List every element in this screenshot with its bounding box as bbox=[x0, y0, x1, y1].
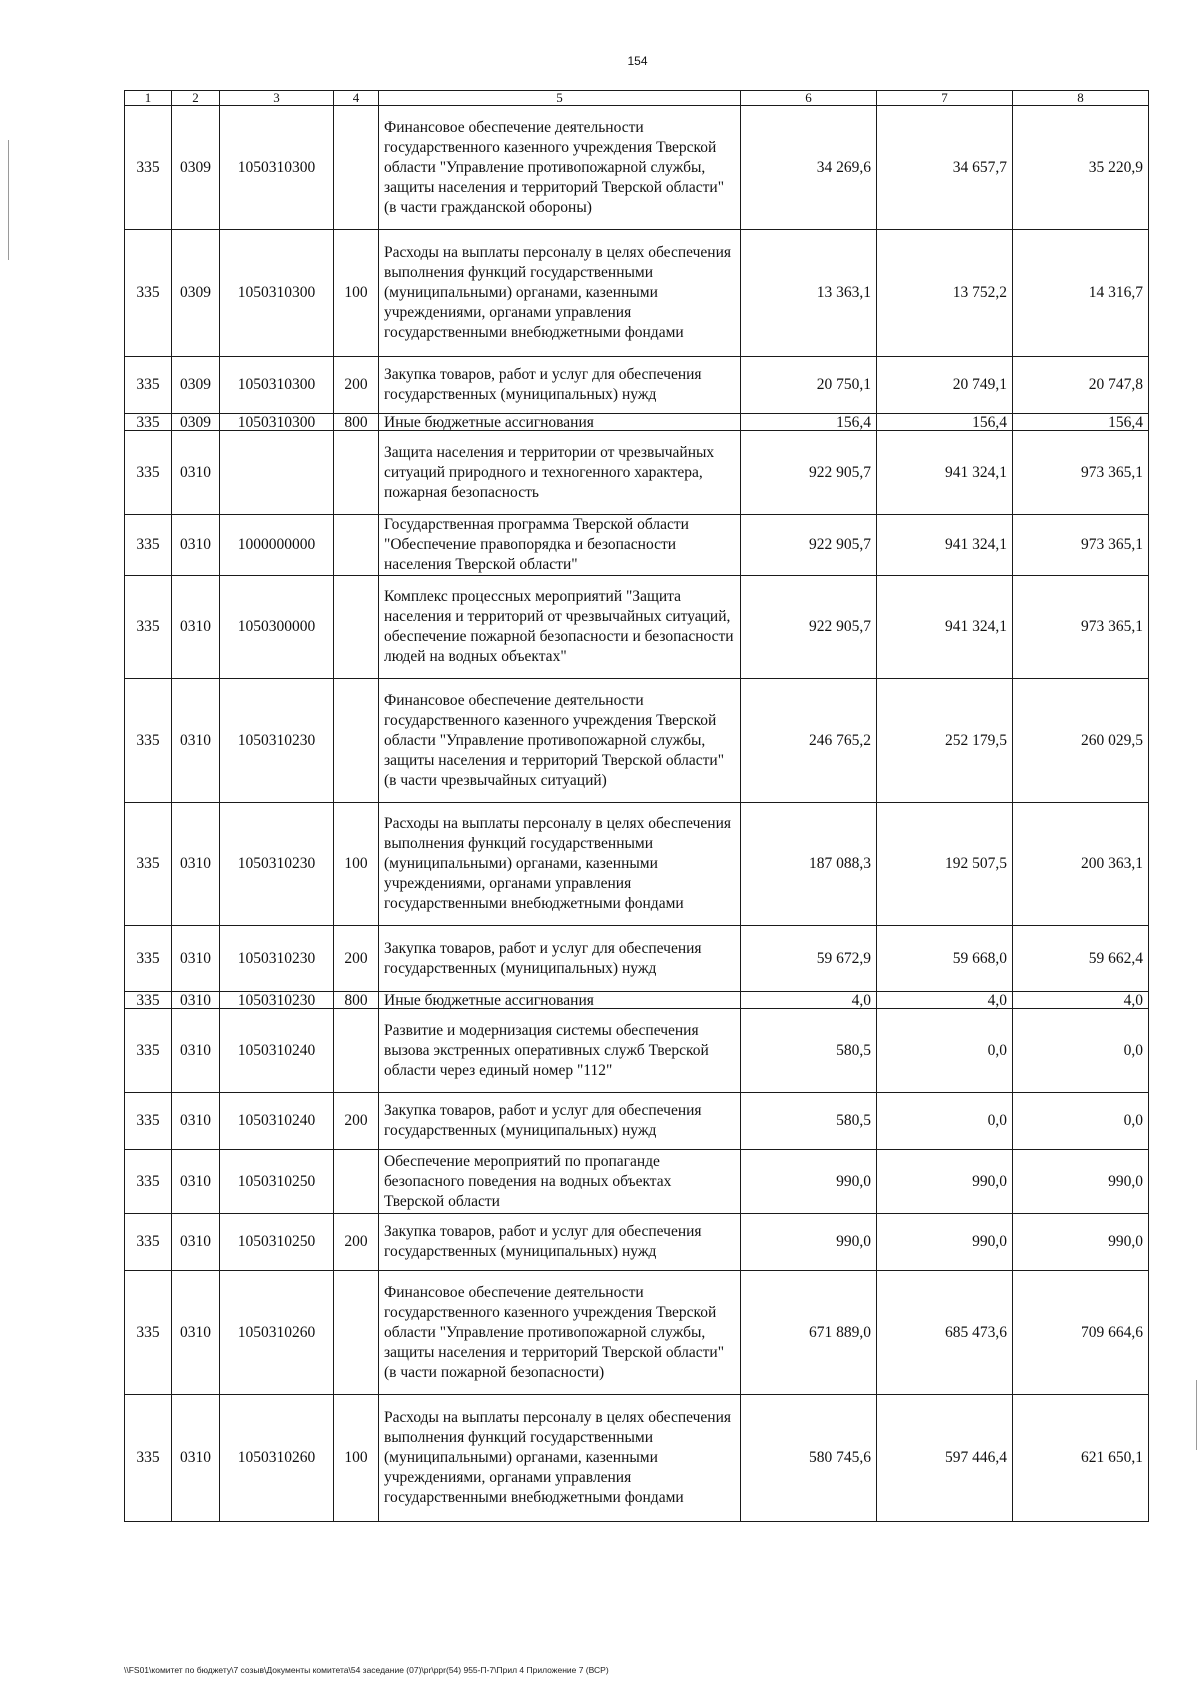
row-description: Расходы на выплаты персоналу в целях обеспечения выполнения функций государственными (муниципальными) органами, казенными учреждениями, органами управления государственными внебюджетными фондами bbox=[379, 1395, 741, 1522]
column-header-6: 6 bbox=[741, 91, 877, 106]
row-admin-code: 335 bbox=[125, 1214, 172, 1271]
row-section-code: 0309 bbox=[172, 106, 220, 230]
row-target-article: 1050310230 bbox=[220, 926, 334, 992]
row-admin-code: 335 bbox=[125, 803, 172, 926]
row-amount-col7: 34 657,7 bbox=[877, 106, 1013, 230]
row-expense-type: 100 bbox=[334, 1395, 379, 1522]
row-section-code: 0310 bbox=[172, 926, 220, 992]
table-row bbox=[125, 431, 1149, 515]
row-expense-type: 100 bbox=[334, 230, 379, 357]
row-expense-type bbox=[334, 679, 379, 803]
row-target-article: 1050310240 bbox=[220, 1009, 334, 1093]
row-section-code: 0310 bbox=[172, 1271, 220, 1395]
table-row bbox=[125, 230, 1149, 357]
row-target-article bbox=[220, 431, 334, 515]
row-amount-col8: 973 365,1 bbox=[1013, 431, 1149, 515]
row-amount-col7: 20 749,1 bbox=[877, 357, 1013, 414]
row-expense-type bbox=[334, 1150, 379, 1214]
row-admin-code: 335 bbox=[125, 1271, 172, 1395]
row-description: Государственная программа Тверской области "Обеспечение правопорядка и безопасности населения Тверской области" bbox=[379, 515, 741, 576]
row-amount-col7: 0,0 bbox=[877, 1009, 1013, 1093]
row-description: Иные бюджетные ассигнования bbox=[379, 414, 741, 431]
row-expense-type: 800 bbox=[334, 414, 379, 431]
row-target-article: 1050300000 bbox=[220, 576, 334, 679]
table-row bbox=[125, 1395, 1149, 1522]
row-admin-code: 335 bbox=[125, 926, 172, 992]
row-amount-col6: 922 905,7 bbox=[741, 431, 877, 515]
row-amount-col8: 990,0 bbox=[1013, 1150, 1149, 1214]
row-amount-col6: 187 088,3 bbox=[741, 803, 877, 926]
column-header-3: 3 bbox=[220, 91, 334, 106]
row-amount-col7: 685 473,6 bbox=[877, 1271, 1013, 1395]
row-amount-col8: 973 365,1 bbox=[1013, 576, 1149, 679]
row-amount-col8: 59 662,4 bbox=[1013, 926, 1149, 992]
row-amount-col7: 192 507,5 bbox=[877, 803, 1013, 926]
column-number-row bbox=[125, 91, 1149, 106]
row-expense-type: 800 bbox=[334, 992, 379, 1009]
row-description: Закупка товаров, работ и услуг для обеспечения государственных (муниципальных) нужд bbox=[379, 1093, 741, 1150]
row-amount-col7: 0,0 bbox=[877, 1093, 1013, 1150]
scan-artifact bbox=[1196, 1380, 1197, 1450]
row-amount-col6: 13 363,1 bbox=[741, 230, 877, 357]
row-expense-type bbox=[334, 1009, 379, 1093]
row-amount-col7: 941 324,1 bbox=[877, 431, 1013, 515]
row-admin-code: 335 bbox=[125, 414, 172, 431]
table-row bbox=[125, 1093, 1149, 1150]
row-amount-col6: 922 905,7 bbox=[741, 576, 877, 679]
column-header-1: 1 bbox=[125, 91, 172, 106]
row-section-code: 0310 bbox=[172, 992, 220, 1009]
row-description: Финансовое обеспечение деятельности государственного казенного учреждения Тверской области "Управление противопожарной службы, защиты населения и территорий Тверской области" (в части чрезвычайных ситуаций) bbox=[379, 679, 741, 803]
row-amount-col7: 156,4 bbox=[877, 414, 1013, 431]
row-expense-type: 100 bbox=[334, 803, 379, 926]
row-target-article: 1050310300 bbox=[220, 230, 334, 357]
table-row bbox=[125, 803, 1149, 926]
row-amount-col6: 671 889,0 bbox=[741, 1271, 877, 1395]
row-admin-code: 335 bbox=[125, 1395, 172, 1522]
row-amount-col8: 621 650,1 bbox=[1013, 1395, 1149, 1522]
row-admin-code: 335 bbox=[125, 106, 172, 230]
row-target-article: 1050310230 bbox=[220, 803, 334, 926]
row-amount-col8: 0,0 bbox=[1013, 1009, 1149, 1093]
row-target-article: 1050310250 bbox=[220, 1150, 334, 1214]
column-header-8: 8 bbox=[1013, 91, 1149, 106]
row-amount-col8: 973 365,1 bbox=[1013, 515, 1149, 576]
row-target-article: 1050310240 bbox=[220, 1093, 334, 1150]
row-section-code: 0309 bbox=[172, 230, 220, 357]
row-description: Обеспечение мероприятий по пропаганде безопасного поведения на водных объектах Тверской области bbox=[379, 1150, 741, 1214]
table-row bbox=[125, 106, 1149, 230]
table-row bbox=[125, 576, 1149, 679]
table-row bbox=[125, 357, 1149, 414]
row-description: Иные бюджетные ассигнования bbox=[379, 992, 741, 1009]
row-target-article: 1000000000 bbox=[220, 515, 334, 576]
row-expense-type: 200 bbox=[334, 926, 379, 992]
row-target-article: 1050310230 bbox=[220, 679, 334, 803]
row-description: Развитие и модернизация системы обеспечения вызова экстренных оперативных служб Тверской области через единый номер "112" bbox=[379, 1009, 741, 1093]
row-amount-col6: 922 905,7 bbox=[741, 515, 877, 576]
row-section-code: 0310 bbox=[172, 803, 220, 926]
row-section-code: 0310 bbox=[172, 515, 220, 576]
row-admin-code: 335 bbox=[125, 431, 172, 515]
row-admin-code: 335 bbox=[125, 992, 172, 1009]
row-amount-col6: 4,0 bbox=[741, 992, 877, 1009]
budget-table bbox=[124, 90, 1149, 1522]
row-amount-col8: 200 363,1 bbox=[1013, 803, 1149, 926]
row-expense-type bbox=[334, 1271, 379, 1395]
row-amount-col6: 156,4 bbox=[741, 414, 877, 431]
row-amount-col8: 20 747,8 bbox=[1013, 357, 1149, 414]
row-section-code: 0309 bbox=[172, 357, 220, 414]
table-row bbox=[125, 1214, 1149, 1271]
row-target-article: 1050310260 bbox=[220, 1271, 334, 1395]
row-amount-col7: 941 324,1 bbox=[877, 515, 1013, 576]
table-row bbox=[125, 1009, 1149, 1093]
table-row bbox=[125, 992, 1149, 1009]
row-description: Комплекс процессных мероприятий "Защита населения и территорий от чрезвычайных ситуаций, обеспечение пожарной безопасности и безопасности людей на водных объектах" bbox=[379, 576, 741, 679]
row-amount-col8: 0,0 bbox=[1013, 1093, 1149, 1150]
row-expense-type bbox=[334, 431, 379, 515]
row-amount-col8: 14 316,7 bbox=[1013, 230, 1149, 357]
row-expense-type: 200 bbox=[334, 357, 379, 414]
row-amount-col7: 597 446,4 bbox=[877, 1395, 1013, 1522]
row-admin-code: 335 bbox=[125, 1093, 172, 1150]
row-amount-col6: 34 269,6 bbox=[741, 106, 877, 230]
table-row bbox=[125, 679, 1149, 803]
row-admin-code: 335 bbox=[125, 576, 172, 679]
row-target-article: 1050310250 bbox=[220, 1214, 334, 1271]
row-expense-type: 200 bbox=[334, 1093, 379, 1150]
row-amount-col6: 580,5 bbox=[741, 1093, 877, 1150]
table-row bbox=[125, 1150, 1149, 1214]
row-section-code: 0310 bbox=[172, 576, 220, 679]
row-section-code: 0310 bbox=[172, 1093, 220, 1150]
row-target-article: 1050310230 bbox=[220, 992, 334, 1009]
page-number: 154 bbox=[627, 54, 648, 68]
row-section-code: 0310 bbox=[172, 1214, 220, 1271]
row-amount-col8: 35 220,9 bbox=[1013, 106, 1149, 230]
row-amount-col8: 990,0 bbox=[1013, 1214, 1149, 1271]
row-amount-col6: 580,5 bbox=[741, 1009, 877, 1093]
scan-artifact bbox=[8, 140, 9, 260]
row-section-code: 0310 bbox=[172, 679, 220, 803]
row-amount-col6: 20 750,1 bbox=[741, 357, 877, 414]
row-amount-col7: 990,0 bbox=[877, 1150, 1013, 1214]
row-amount-col6: 246 765,2 bbox=[741, 679, 877, 803]
row-amount-col7: 990,0 bbox=[877, 1214, 1013, 1271]
row-amount-col6: 580 745,6 bbox=[741, 1395, 877, 1522]
column-header-7: 7 bbox=[877, 91, 1013, 106]
row-section-code: 0310 bbox=[172, 1150, 220, 1214]
row-description: Расходы на выплаты персоналу в целях обеспечения выполнения функций государственными (муниципальными) органами, казенными учреждениями, органами управления государственными внебюджетными фондами bbox=[379, 803, 741, 926]
column-header-2: 2 bbox=[172, 91, 220, 106]
row-expense-type: 200 bbox=[334, 1214, 379, 1271]
row-description: Финансовое обеспечение деятельности государственного казенного учреждения Тверской области "Управление противопожарной службы, защиты населения и территорий Тверской области" (в части гражданской обороны) bbox=[379, 106, 741, 230]
row-target-article: 1050310300 bbox=[220, 106, 334, 230]
row-admin-code: 335 bbox=[125, 230, 172, 357]
column-header-5: 5 bbox=[379, 91, 741, 106]
row-amount-col7: 941 324,1 bbox=[877, 576, 1013, 679]
row-amount-col7: 252 179,5 bbox=[877, 679, 1013, 803]
row-target-article: 1050310300 bbox=[220, 357, 334, 414]
row-admin-code: 335 bbox=[125, 515, 172, 576]
row-amount-col6: 990,0 bbox=[741, 1150, 877, 1214]
table-row bbox=[125, 926, 1149, 992]
row-expense-type bbox=[334, 106, 379, 230]
row-target-article: 1050310260 bbox=[220, 1395, 334, 1522]
row-section-code: 0310 bbox=[172, 431, 220, 515]
table-row bbox=[125, 515, 1149, 576]
row-description: Закупка товаров, работ и услуг для обеспечения государственных (муниципальных) нужд bbox=[379, 357, 741, 414]
row-amount-col7: 59 668,0 bbox=[877, 926, 1013, 992]
row-amount-col8: 4,0 bbox=[1013, 992, 1149, 1009]
row-amount-col8: 709 664,6 bbox=[1013, 1271, 1149, 1395]
row-section-code: 0310 bbox=[172, 1009, 220, 1093]
row-expense-type bbox=[334, 576, 379, 679]
row-amount-col6: 990,0 bbox=[741, 1214, 877, 1271]
row-expense-type bbox=[334, 515, 379, 576]
row-target-article: 1050310300 bbox=[220, 414, 334, 431]
row-description: Закупка товаров, работ и услуг для обеспечения государственных (муниципальных) нужд bbox=[379, 1214, 741, 1271]
row-description: Расходы на выплаты персоналу в целях обеспечения выполнения функций государственными (муниципальными) органами, казенными учреждениями, органами управления государственными внебюджетными фондами bbox=[379, 230, 741, 357]
row-admin-code: 335 bbox=[125, 1150, 172, 1214]
row-amount-col8: 260 029,5 bbox=[1013, 679, 1149, 803]
column-header-4: 4 bbox=[334, 91, 379, 106]
row-amount-col7: 4,0 bbox=[877, 992, 1013, 1009]
row-amount-col6: 59 672,9 bbox=[741, 926, 877, 992]
table-row bbox=[125, 1271, 1149, 1395]
row-description: Защита населения и территории от чрезвычайных ситуаций природного и техногенного характера, пожарная безопасность bbox=[379, 431, 741, 515]
row-amount-col8: 156,4 bbox=[1013, 414, 1149, 431]
footer-file-path: \\FS01\комитет по бюджету\7 созыв\Документы комитета\54 заседание (07)\pr\ppr(54) 955-П-7\Прил 4 Приложение 7 (ВСР) bbox=[124, 1665, 609, 1675]
table-row bbox=[125, 414, 1149, 431]
row-admin-code: 335 bbox=[125, 1009, 172, 1093]
row-description: Закупка товаров, работ и услуг для обеспечения государственных (муниципальных) нужд bbox=[379, 926, 741, 992]
row-admin-code: 335 bbox=[125, 679, 172, 803]
row-section-code: 0309 bbox=[172, 414, 220, 431]
row-description: Финансовое обеспечение деятельности государственного казенного учреждения Тверской области "Управление противопожарной службы, защиты населения и территорий Тверской области" (в части пожарной безопасности) bbox=[379, 1271, 741, 1395]
row-admin-code: 335 bbox=[125, 357, 172, 414]
row-section-code: 0310 bbox=[172, 1395, 220, 1522]
row-amount-col7: 13 752,2 bbox=[877, 230, 1013, 357]
